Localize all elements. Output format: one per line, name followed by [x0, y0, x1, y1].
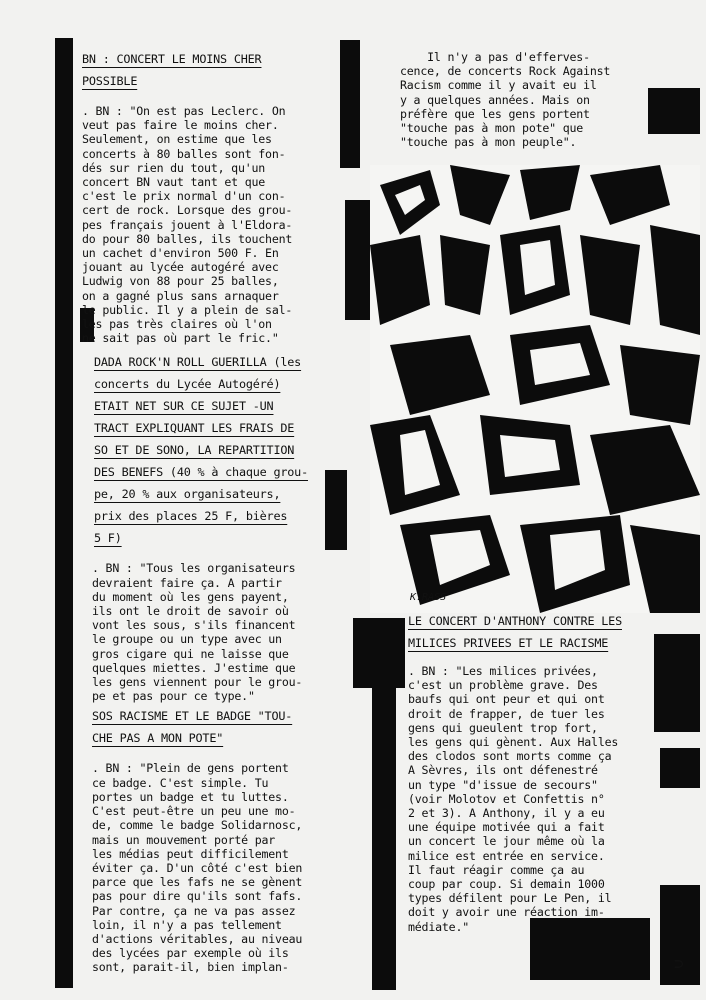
woodcut-illustration — [370, 165, 700, 613]
interview-paragraph: . BN : "On est pas Leclerc. On veut pas faire le moins cher. Seulement, on estime que les concerts à 80 balles sont fon- dés sur rien du tout, qu'un concert BN vaut tant et que c'est le prix normal d'un con- cert de rock. Lorsque des grou- pes français jouent à l'Eldora- do pour 80 balles, ils touchent un cachet d'environ 500 F. En jouant au lycée autogéré avec Ludwig von 88 pour 25 balles, on a gagné plus sans arnaquer le public. Il y a plein de sal- les pas très claires où l'on ne sait pas où part le fric." — [82, 104, 293, 346]
interview-paragraph: . BN : "Tous les organisateurs devraient faire ça. A partir du moment où les gens payent, ils ont le droit de savoir où vont les sous, s'ils financent le groupe ou un type avec un gros cigare qui ne laisse que quelques miettes. J'estime que les gens viennent pour le grou- pe et pas pour ce type." — [92, 561, 303, 704]
page-mark: ⊃ — [674, 954, 684, 973]
section-heading: SOS RACISME ET LE BADGE "TOU- CHE PAS A MON POTE" — [92, 709, 293, 746]
right-block-top — [648, 88, 700, 134]
section-heading: DADA ROCK'N ROLL GUERILLA (les concerts du Lycée Autogéré) ETAIT NET SUR CE SUJET -UN TRACT EXPLIQUANT LES FRAIS DE SO ET DE SONO, LA REPARTITION DES BENEFS (40 % à chaque grou- pe, 20 % aux organisateurs, prix des places 25 F, bières 5 F) — [94, 355, 308, 546]
editorial-paragraph: Il n'y a pas d'efferves- cence, de concerts Rock Against Racism comme il y avait eu il y a quelques années. Mais on préfère que les gens portent "touche pas à mon pote" que "touche pas à mon peuple". — [400, 50, 611, 150]
right-column-top — [400, 50, 650, 149]
section-heading: LE CONCERT D'ANTHONY CONTRE LES MILICES PRIVEES ET LE RACISME — [408, 614, 622, 650]
interview-paragraph: . BN : "Plein de gens portent ce badge. C'est simple. Tu portes un badge et tu luttes. C'est peut-être un peu une mo- de, comme le badge Solidarnosc, mais un mouvement porté par les médias peut difficilement éviter ça. D'un côté c'est bien parce que les fafs ne se gènent pas pour dire qu'ils sont fafs. Par contre, ça ne va pas assez loin, il n'y a pas tellement d'actions véritables, au niveau des lycées par exemple où ils sont, parait-il, bien implan- — [92, 761, 303, 975]
right-column-bottom — [408, 610, 668, 934]
center-bar-lower — [372, 650, 396, 990]
section-heading: BN : CONCERT LE MOINS CHER POSSIBLE — [82, 52, 262, 88]
interview-paragraph: . BN : "Les milices privées, c'est un problème grave. Des baufs qui ont peur et qui ont droit de frapper, de tuer les gens qui gueulent trop fort, les gens qui gènent. Aux Halles des clodos sont morts comme ça A Sèvres, ils ont défenestré un type "d'issue de secours" (voir Molotov et Confettis n° 2 et 3). A Anthony, il y a eu une équipe motivée qui a fait un concert le jour même où la milice est entrée en service. Il faut réagir comme ça au coup par coup. Si demain 1000 types défilent pour Le Pen, il doit y avoir une réaction im- médiate." — [408, 664, 619, 934]
illustration-signature: K.RASS — [410, 592, 447, 603]
left-edge-bar — [55, 38, 73, 988]
center-block-mid — [353, 618, 405, 688]
left-column — [82, 48, 352, 975]
